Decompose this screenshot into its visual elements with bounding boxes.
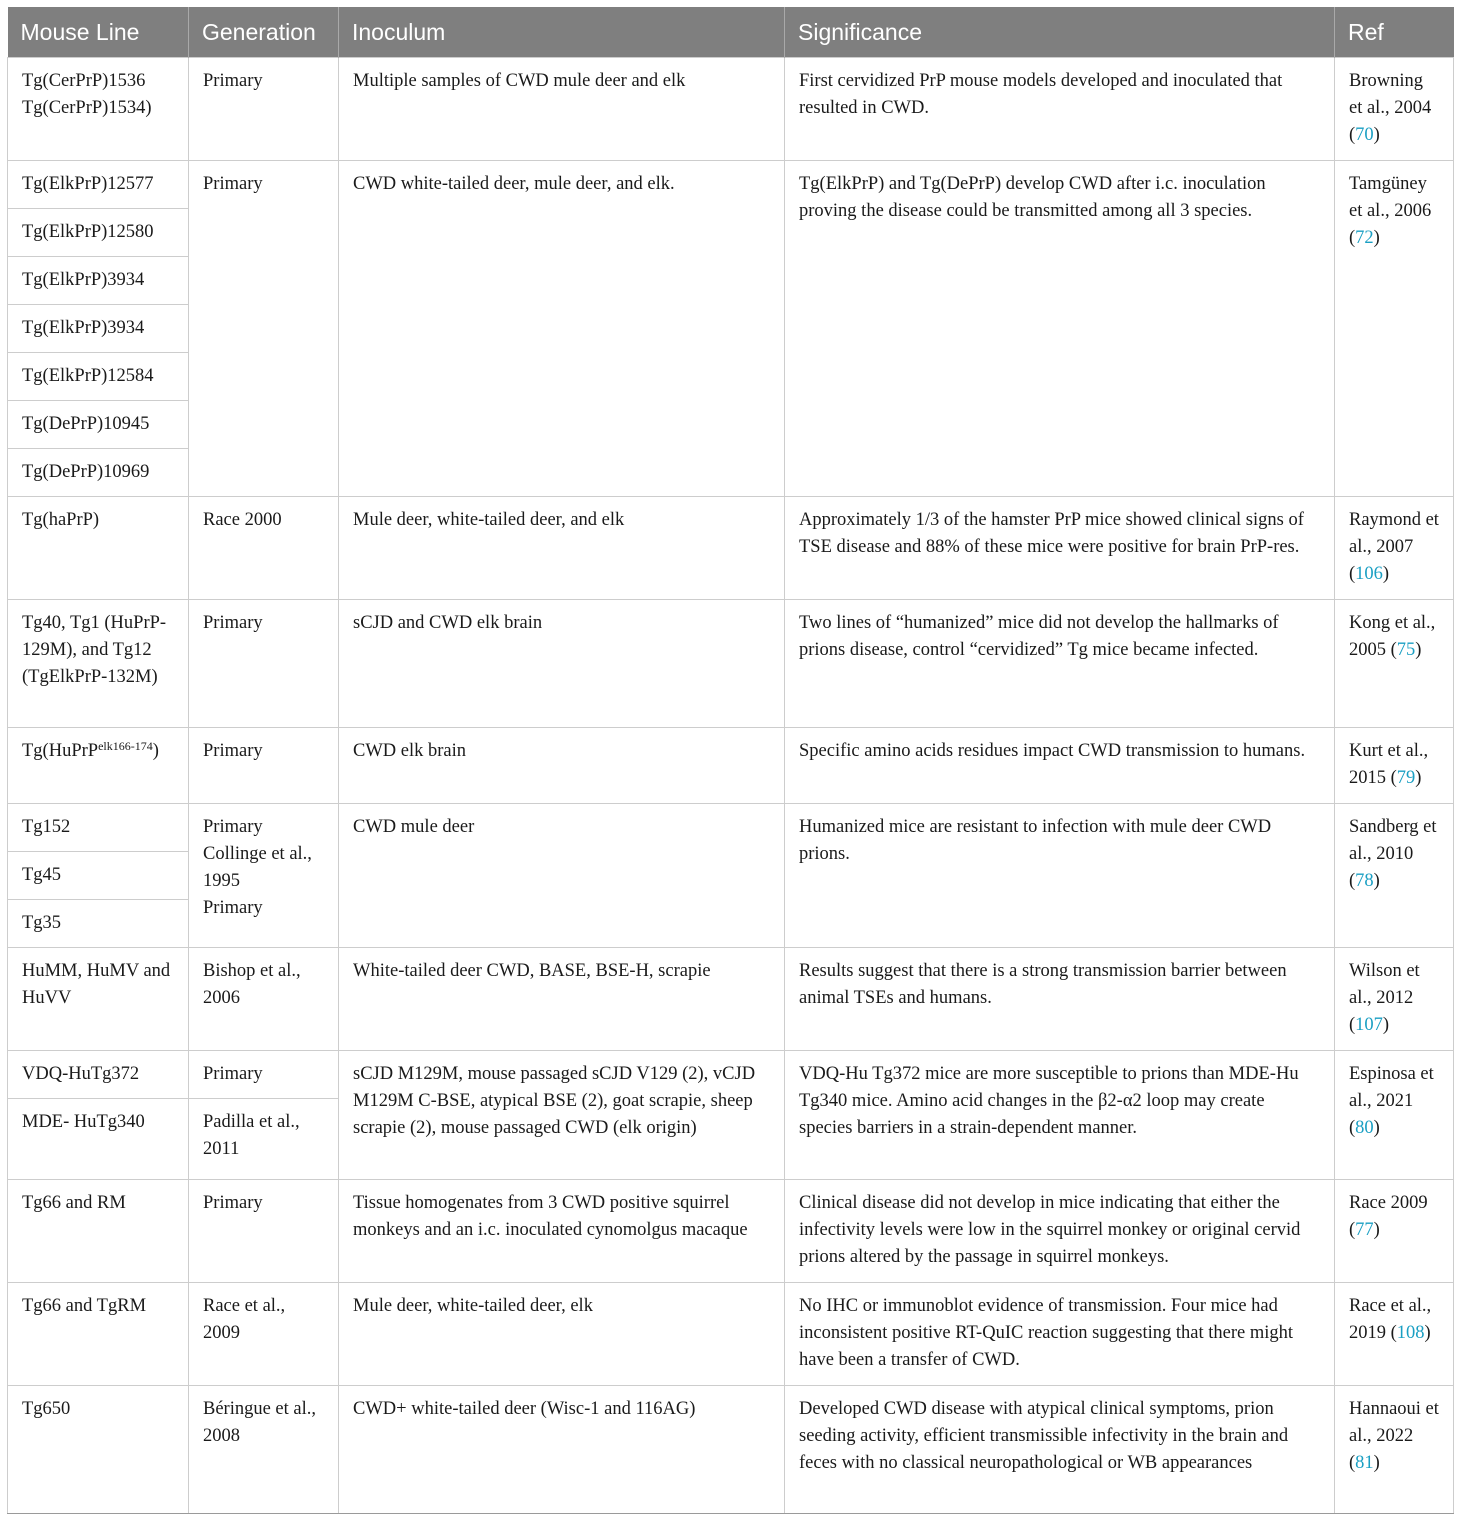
ref-cell [1335, 948, 1454, 1051]
ref-text: Espinosa et al., 2021 ( [1349, 1064, 1434, 1138]
ref-text: Raymond et al., 2007 ( [1349, 510, 1439, 584]
inoculum-cell: Tissue homogenates from 3 CWD positive squirrel monkeys and an i.c. inoculated cynomolgus macaque [339, 1180, 785, 1283]
header-ref: Ref [1335, 7, 1454, 58]
ref-link[interactable]: 107 [1355, 1015, 1383, 1035]
ref-link[interactable]: 72 [1355, 228, 1374, 248]
table-row [8, 1051, 1454, 1099]
table-row [8, 1386, 1454, 1514]
mouse-line-cell: Tg(haPrP) [8, 497, 189, 600]
ref-text: Sandberg et al., 2010 ( [1349, 817, 1437, 891]
significance-cell: Tg(ElkPrP) and Tg(DePrP) develop CWD after i.c. inoculation proving the disease could be transmitted among all 3 species. [785, 161, 1335, 497]
ref-link[interactable]: 80 [1355, 1118, 1374, 1138]
mouse-line-cell: Tg(ElkPrP)12577 [8, 161, 189, 209]
ref-text: Race et al., 2019 ( [1349, 1296, 1432, 1343]
significance-cell: Specific amino acids residues impact CWD transmission to humans. [785, 728, 1335, 804]
ref-link[interactable]: 79 [1396, 768, 1416, 788]
inoculum-cell: CWD elk brain [339, 728, 785, 804]
inoculum-cell: sCJD and CWD elk brain [339, 600, 785, 728]
generation-cell: Béringue et al., 2008 [189, 1386, 339, 1514]
ref-close: ) [1373, 871, 1380, 891]
mouse-line-cell: Tg650 [8, 1386, 189, 1514]
table-row [8, 600, 1454, 728]
ref-link[interactable]: 77 [1355, 1220, 1374, 1240]
ref-link[interactable]: 81 [1355, 1453, 1374, 1473]
ref-close: ) [1373, 1453, 1380, 1473]
ref-close: ) [1382, 1015, 1390, 1035]
significance-cell: Humanized mice are resistant to infection with mule deer CWD prions. [785, 804, 1335, 948]
mouse-line-cell [8, 728, 189, 804]
inoculum-cell: sCJD M129M, mouse passaged sCJD V129 (2), vCJD M129M C-BSE, atypical BSE (2), goat scrapie, sheep scrapie (2), mouse passaged CWD (elk origin) [339, 1051, 785, 1180]
ref-link[interactable]: 78 [1355, 871, 1374, 891]
inoculum-cell: CWD mule deer [339, 804, 785, 948]
ref-text: Hannaoui et al., 2022 ( [1349, 1399, 1439, 1473]
ref-cell [1335, 58, 1454, 161]
ref-text: Wilson et al., 2012 ( [1349, 961, 1420, 1035]
ref-cell [1335, 1051, 1454, 1180]
ref-cell [1335, 1386, 1454, 1514]
ref-link[interactable]: 106 [1355, 564, 1383, 584]
table-row [8, 804, 1454, 852]
mouse-line-text: Tg(HuPrP [22, 741, 99, 761]
generation-cell: Primary [189, 58, 339, 161]
mouse-line-cell: Tg45 [8, 852, 189, 900]
inoculum-cell: Mule deer, white-tailed deer, elk [339, 1283, 785, 1386]
generation-cell: Race et al., 2009 [189, 1283, 339, 1386]
significance-cell: Approximately 1/3 of the hamster PrP mice showed clinical signs of TSE disease and 88% of these mice were positive for brain PrP-res. [785, 497, 1335, 600]
mouse-line-cell: MDE- HuTg340 [8, 1099, 189, 1180]
significance-cell: VDQ-Hu Tg372 mice are more susceptible to prions than MDE-Hu Tg340 mice. Amino acid changes in the β2-α2 loop may create species barriers in a strain-dependent manner. [785, 1051, 1335, 1180]
ref-cell [1335, 804, 1454, 948]
mouse-line-cell: Tg(ElkPrP)3934 [8, 305, 189, 353]
mouse-line-superscript: elk166-174 [98, 739, 153, 753]
mouse-line-cell: Tg66 and TgRM [8, 1283, 189, 1386]
table-row [8, 1180, 1454, 1283]
ref-link[interactable]: 108 [1396, 1323, 1425, 1343]
generation-cell: Primary [189, 1051, 339, 1099]
ref-text: Tamgüney et al., 2006 ( [1349, 174, 1432, 248]
generation-cell: Padilla et al., 2011 [189, 1099, 339, 1180]
significance-cell: Two lines of “humanized” mice did not develop the hallmarks of prions disease, control “cervidized” Tg mice became infected. [785, 600, 1335, 728]
generation-cell: Race 2000 [189, 497, 339, 600]
ref-cell [1335, 600, 1454, 728]
ref-text: Race 2009 ( [1349, 1193, 1428, 1240]
mouse-line-cell: Tg66 and RM [8, 1180, 189, 1283]
inoculum-cell: White-tailed deer CWD, BASE, BSE-H, scrapie [339, 948, 785, 1051]
table-row [8, 161, 1454, 209]
generation-cell: Primary Collinge et al., 1995 Primary [189, 804, 339, 948]
inoculum-cell: CWD white-tailed deer, mule deer, and elk. [339, 161, 785, 497]
inoculum-cell: CWD+ white-tailed deer (Wisc-1 and 116AG) [339, 1386, 785, 1514]
ref-cell [1335, 1180, 1454, 1283]
mouse-line-table [7, 7, 1454, 1514]
mouse-line-cell: Tg(DePrP)10945 [8, 401, 189, 449]
mouse-line-cell: Tg(DePrP)10969 [8, 449, 189, 497]
ref-text: Kong et al., 2005 ( [1349, 613, 1436, 660]
ref-cell [1335, 1283, 1454, 1386]
mouse-line-cell: Tg(ElkPrP)3934 [8, 257, 189, 305]
mouse-line-cell: Tg152 [8, 804, 189, 852]
table-row [8, 497, 1454, 600]
table-row [8, 1283, 1454, 1386]
inoculum-cell: Multiple samples of CWD mule deer and elk [339, 58, 785, 161]
ref-close: ) [1373, 1118, 1380, 1138]
generation-cell: Primary [189, 728, 339, 804]
significance-cell: Clinical disease did not develop in mice indicating that either the infectivity levels were low in the squirrel monkey or original cervid prions altered by the passage in squirrel monkeys. [785, 1180, 1335, 1283]
table-header-row [8, 7, 1454, 58]
header-mouse-line: Mouse Line [8, 7, 189, 58]
ref-close: ) [1415, 768, 1422, 788]
ref-link[interactable]: 70 [1355, 125, 1374, 145]
ref-close: ) [1373, 228, 1380, 248]
ref-text: Kurt et al., 2015 ( [1349, 741, 1429, 788]
mouse-line-cell: Tg40, Tg1 (HuPrP-129M), and Tg12 (TgElkPrP-132M) [8, 600, 189, 728]
significance-cell: No IHC or immunoblot evidence of transmission. Four mice had inconsistent positive RT-QuIC reaction suggesting that there might have been a transfer of CWD. [785, 1283, 1335, 1386]
mouse-line-cell: VDQ-HuTg372 [8, 1051, 189, 1099]
header-inoculum: Inoculum [339, 7, 785, 58]
mouse-line-cell: Tg(ElkPrP)12580 [8, 209, 189, 257]
significance-cell: Developed CWD disease with atypical clinical symptoms, prion seeding activity, efficient transmissible infectivity in the brain and feces with no classical neuropathological or WB appearances [785, 1386, 1335, 1514]
ref-close: ) [1424, 1323, 1431, 1343]
header-significance: Significance [785, 7, 1335, 58]
ref-link[interactable]: 75 [1396, 640, 1416, 660]
significance-cell: Results suggest that there is a strong transmission barrier between animal TSEs and humans. [785, 948, 1335, 1051]
inoculum-cell: Mule deer, white-tailed deer, and elk [339, 497, 785, 600]
ref-cell [1335, 161, 1454, 497]
mouse-line-cell: Tg(ElkPrP)12584 [8, 353, 189, 401]
generation-cell: Primary [189, 1180, 339, 1283]
ref-cell [1335, 497, 1454, 600]
ref-cell [1335, 728, 1454, 804]
ref-close: ) [1373, 125, 1380, 145]
table-row [8, 728, 1454, 804]
mouse-line-cell: HuMM, HuMV and HuVV [8, 948, 189, 1051]
mouse-line-cell: Tg(CerPrP)1536 Tg(CerPrP)1534) [8, 58, 189, 161]
ref-text: Browning et al., 2004 ( [1349, 71, 1432, 145]
ref-close: ) [1415, 640, 1422, 660]
table-row [8, 58, 1454, 161]
mouse-line-cell: Tg35 [8, 900, 189, 948]
table-row [8, 948, 1454, 1051]
generation-cell: Bishop et al., 2006 [189, 948, 339, 1051]
ref-close: ) [1382, 564, 1390, 584]
mouse-line-close: ) [152, 741, 159, 761]
ref-close: ) [1373, 1220, 1380, 1240]
generation-cell: Primary [189, 161, 339, 497]
generation-cell: Primary [189, 600, 339, 728]
significance-cell: First cervidized PrP mouse models developed and inoculated that resulted in CWD. [785, 58, 1335, 161]
header-generation: Generation [189, 7, 339, 58]
